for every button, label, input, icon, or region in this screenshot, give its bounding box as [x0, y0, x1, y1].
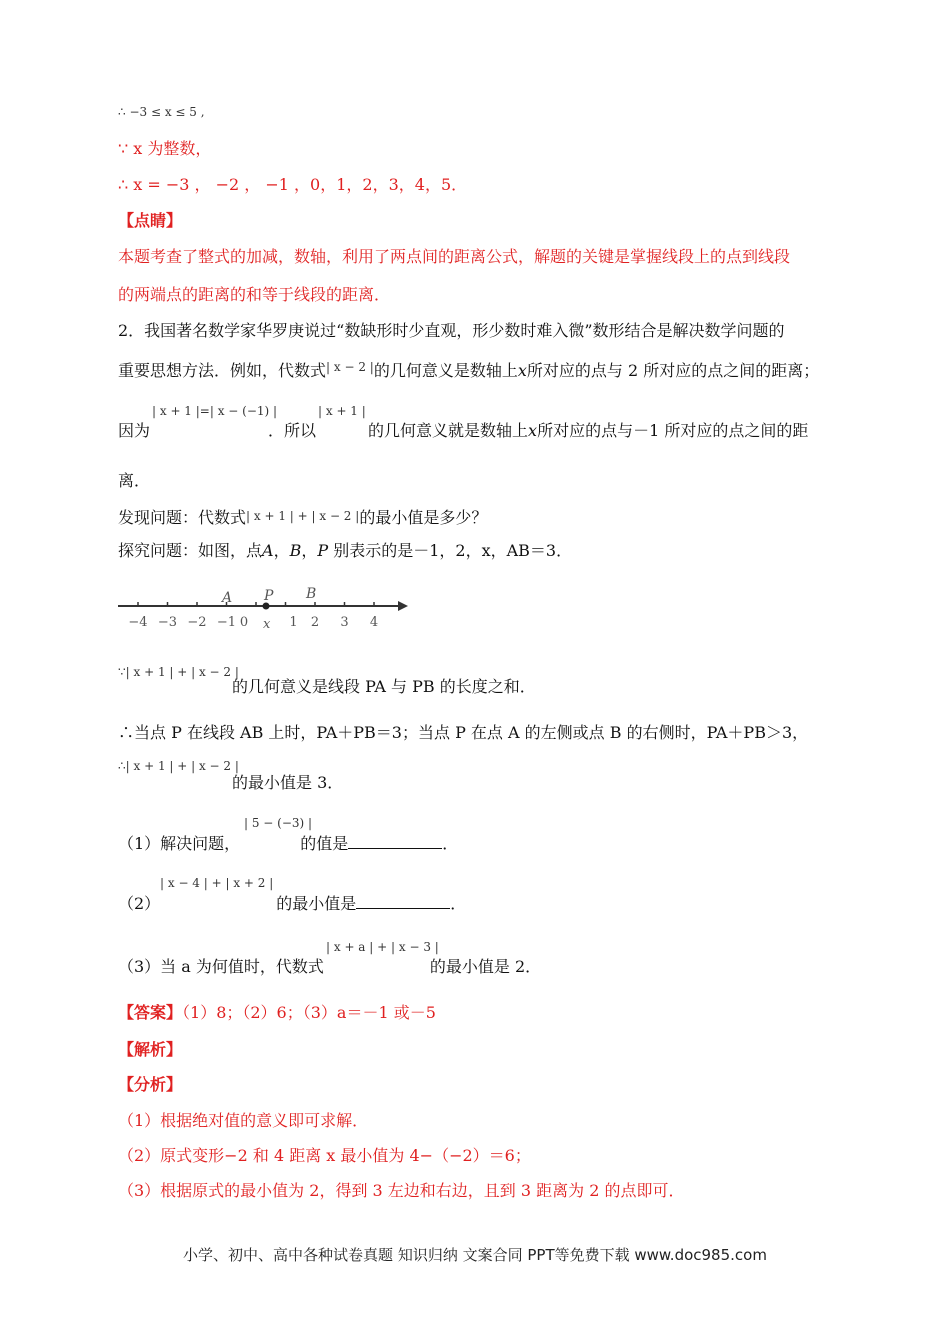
comment-line-1: 本题考查了整式的加减，数轴，利用了两点间的距离公式，解题的关键是掌握线段上的点到线段 — [118, 247, 791, 266]
tick-label: 3 — [340, 615, 349, 630]
therefore-range: ∴ −3 ≤ x ≤ 5 , — [118, 105, 205, 119]
problem2-line-4: 离． — [118, 471, 151, 490]
tick-label: −2 — [187, 615, 207, 630]
problem2-line-2: 重要思想方法．例如，代数式$^{| x - 2 |}$的几何意义是数轴上x所对应的点与 2 所对应的点之间的距离； — [118, 360, 820, 380]
q1-expr: | 5 − (−3) | — [244, 816, 313, 830]
tick-label: −3 — [157, 615, 178, 630]
because-text: 的几何意义是线段 PA 与 PB 的长度之和． — [232, 677, 536, 696]
problem2-line-3: 因为 ．所以 的几何意义就是数轴上x所对应的点与－1 所对应的点之间的距 — [118, 421, 809, 440]
question-2: （2） 的最小值是 ． — [118, 894, 467, 913]
number-line — [116, 584, 416, 634]
question-3: （3）当 a 为何值时，代数式 的最小值是 2． — [118, 957, 542, 976]
problem2-line-1: 2．我国著名数学家华罗庚说过“数缺形时少直观，形少数时难入微”数形结合是解决数学问题的 — [118, 321, 785, 340]
expr-eq: | x + 1 |=| x − (−1) | — [152, 404, 278, 418]
comment-label: 【点睛】 — [118, 211, 183, 230]
tick-label: 2 — [310, 615, 320, 630]
tick-label: 1 — [289, 615, 298, 630]
explore-line: 探究问题：如图，点A，B，P 别表示的是－1，2，x，AB＝3． — [118, 541, 573, 560]
fenxi-label: 【分析】 — [118, 1075, 183, 1094]
discover-line: 发现问题：代数式| x + 1 | + | x − 2 |的最小值是多少？ — [118, 508, 488, 527]
because-integer: ∵ x 为整数， — [118, 139, 212, 158]
tick-label: −4 — [128, 615, 148, 630]
tick-label: −1 — [216, 615, 237, 630]
tick-label: 4 — [369, 615, 379, 630]
point-p-label: P — [264, 588, 274, 604]
expr-abs-x-plus-1: | x + 1 | — [318, 404, 366, 418]
q3-expr: | x + a | + | x − 3 | — [326, 940, 439, 954]
analysis-2: （2）原式变形−2 和 4 距离 x 最小值为 4−（−2）＝6； — [118, 1146, 531, 1165]
jiexi-label: 【解析】 — [118, 1040, 183, 1059]
expr-sum: | x + 1 | + | x − 2 | — [246, 509, 360, 523]
point-a-label: A — [222, 590, 233, 606]
q2-blank — [356, 892, 450, 909]
therefore-line: ∴当点 P 在线段 AB 上时，PA＋PB＝3；当点 P 在点 A 的左侧或点 B 的右侧时，PA＋PB＞3， — [118, 723, 809, 742]
therefore-text: 的最小值是 3． — [232, 773, 344, 792]
analysis-3: （3）根据原式的最小值为 2，得到 3 左边和右边，且到 3 距离为 2 的点即可． — [118, 1181, 685, 1200]
point-b-label: B — [306, 586, 317, 602]
tick-label: 0 — [239, 615, 249, 630]
analysis-1: （1）根据绝对值的意义即可求解． — [118, 1111, 369, 1130]
x-label: x — [263, 617, 271, 632]
therefore-expr-line: ∴| x + 1 | + | x − 2 | — [118, 759, 239, 773]
comment-line-2: 的两端点的距离的和等于线段的距离． — [118, 285, 391, 304]
therefore-values: ∴ x = −3 ， −2 ， −1 ，0，1，2，3，4，5． — [118, 175, 468, 194]
q1-blank — [348, 832, 442, 849]
number-line-arrow — [398, 601, 408, 611]
question-1: （1）解决问题， 的值是 ． — [118, 834, 459, 853]
because-expr-line: ∵| x + 1 | + | x − 2 | — [118, 665, 239, 679]
q2-expr: | x − 4 | + | x + 2 | — [160, 876, 274, 890]
page-footer: 小学、初中、高中各种试卷真题 知识归纳 文案合同 PPT等免费下载 www.doc985.com — [183, 1246, 767, 1264]
expr-abs-x-minus-2: | x − 2 | — [326, 360, 374, 374]
answer-line: 【答案】（1）8；（2）6；（3）a＝－1 或－5 — [118, 1003, 436, 1022]
